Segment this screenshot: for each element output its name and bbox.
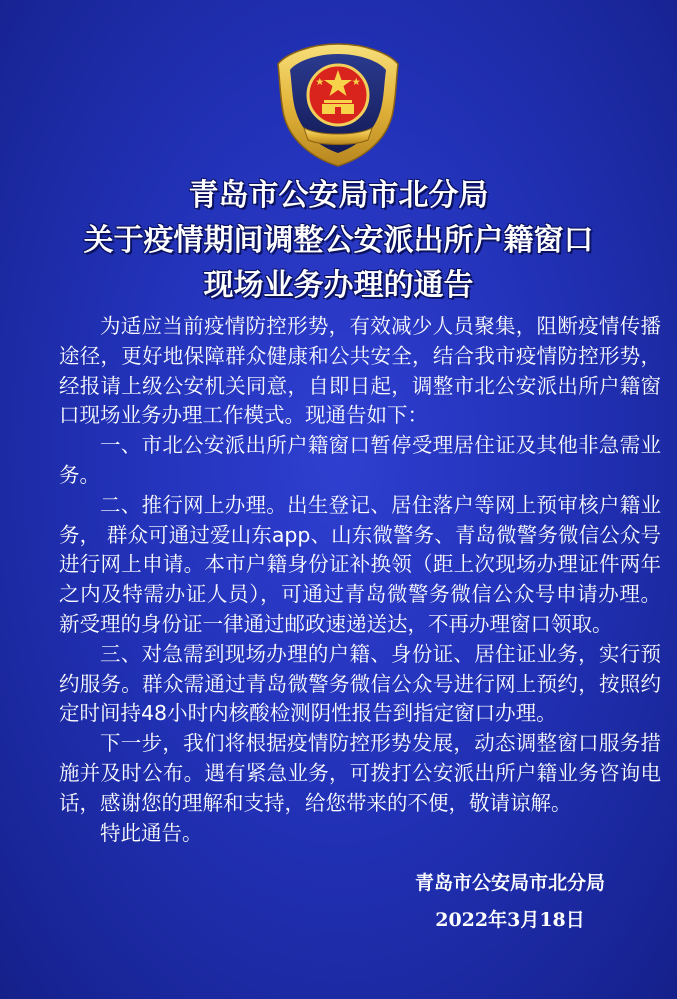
- notice-paragraph-item-3: 三、对急需到现场办理的户籍、身份证、居住证业务，实行预约服务。群众需通过青岛微警务微信公众号进行网上预约，按照约定时间持48小时内核酸检测阴性报告到指定窗口办理。: [59, 641, 661, 726]
- signature-date: 2022年3月18日: [435, 909, 585, 931]
- notice-paragraph-next-step: 下一步，我们将根据疫情防控形势发展，动态调整窗口服务措施并及时公布。遇有紧急业务，可拨打公安派出所户籍业务咨询电话，感谢您的理解和支持，给您带来的不便，敬请谅解。: [59, 731, 661, 815]
- notice-body: [59, 312, 661, 848]
- notice-title-line-1: 青岛市公安局市北分局: [188, 178, 489, 213]
- notice-paragraph-closing: 特此通告。: [100, 820, 203, 845]
- police-emblem-icon: [268, 40, 408, 170]
- signature-organization: 青岛市公安局市北分局: [414, 872, 605, 894]
- notice-paragraph-item-1: 一、市北公安派出所户籍窗口暂停受理居住证及其他非急需业务。: [59, 433, 661, 487]
- notice-title-line-2: 关于疫情期间调整公安派出所户籍窗口: [83, 223, 594, 258]
- notice-paragraph-item-2: 二、推行网上办理。出生登记、居住落户等网上预审核户籍业务， 群众可通过爱山东app、山东微警务、青岛微警务微信公众号进行网上申请。本市户籍身份证补换领（距上次现场办理证件两年之内及特需办证人员），可通过青岛微警务微信公众号申请办理。新受理的身份证一律通过邮政速递送达，不再办理窗口领取。: [59, 492, 661, 636]
- notice-title-line-3: 现场业务办理的通告: [203, 268, 474, 303]
- notice-paragraph-intro: 为适应当前疫情防控形势，有效减少人员聚集，阻断疫情传播途径，更好地保障群众健康和公共安全，结合我市疫情防控形势，经报请上级公安机关同意，自即日起，调整市北公安派出所户籍窗口现场业务办理工作模式。现通告如下：: [59, 314, 661, 428]
